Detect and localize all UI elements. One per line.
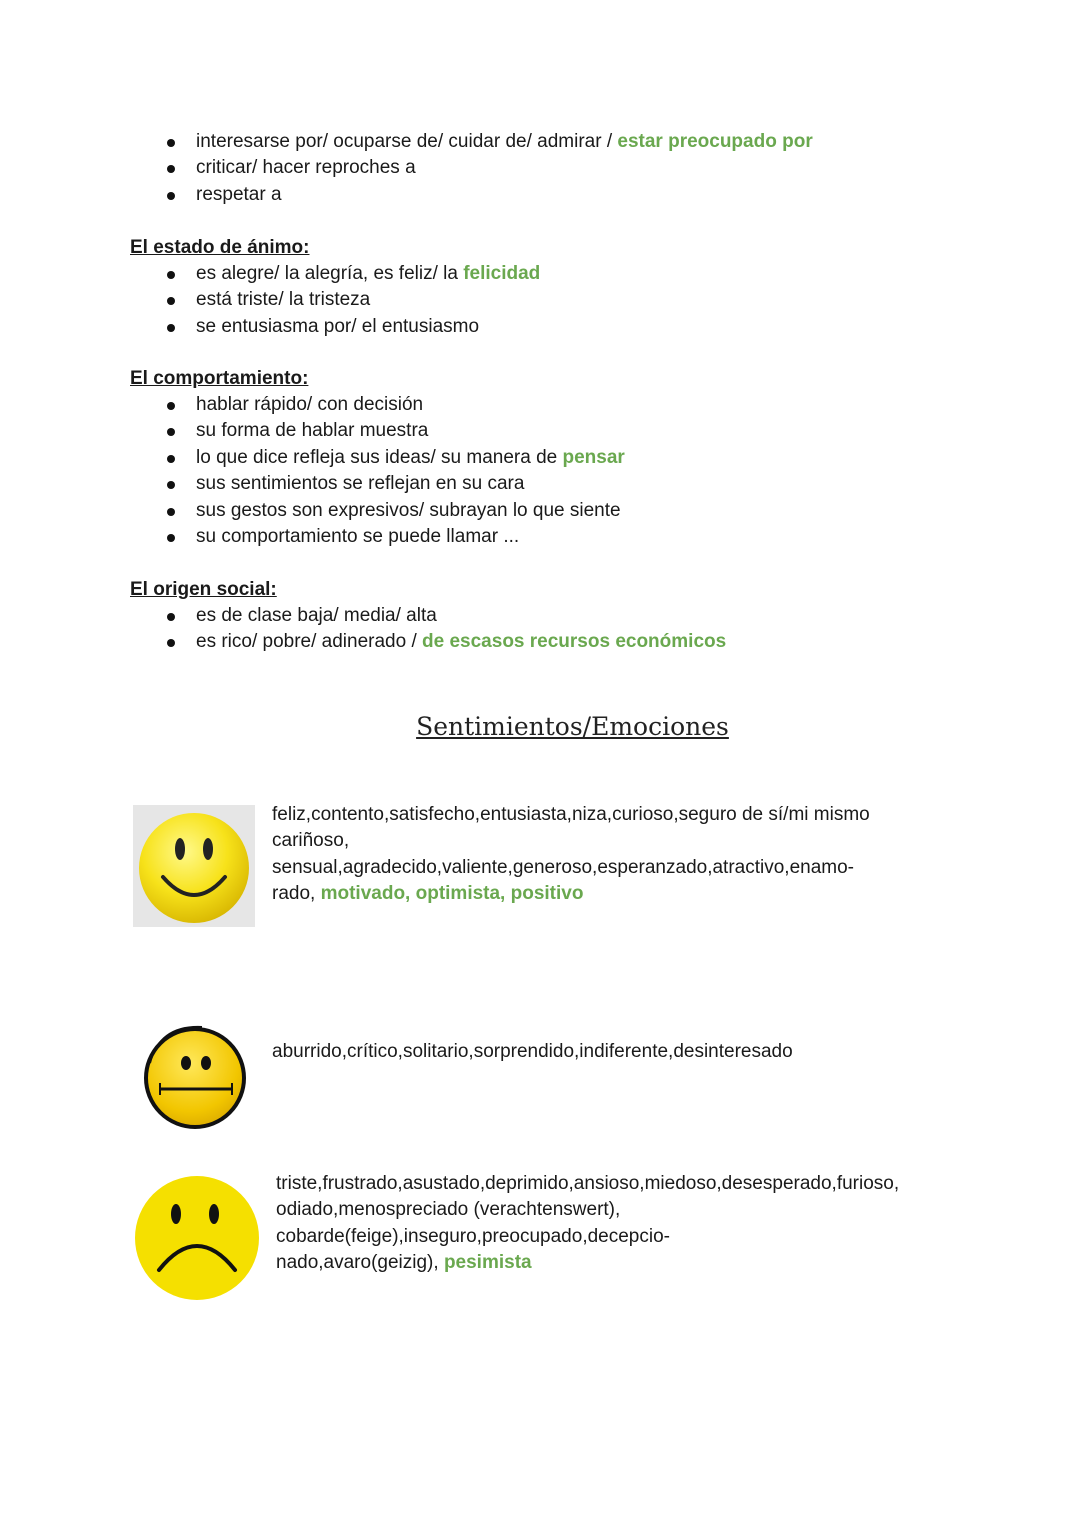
list-item: sus sentimientos se reflejan en su cara [130,471,625,497]
section-estado [130,235,540,340]
heading-comportamiento: El comportamiento: [130,368,309,389]
sad-face-icon [133,1174,261,1308]
list-item: es de clase baja/ media/ alta [130,603,726,629]
list-item: hablar rápido/ con decisión [130,392,625,418]
section-comportamiento [130,366,625,550]
list-item: su comportamiento se puede llamar ... [130,524,625,550]
heading-estado: El estado de ánimo: [130,237,310,258]
happy-emotions-text: feliz,contento,satisfecho,entusiasta,niza,curioso,seguro de sí/mi mismo cariñoso, sensual,agradecido,valiente,generoso,esperanzado,atractivo,enamo- rado, motivado, optimista, positivo [272,804,870,905]
list-item: es alegre/ la alegría, es feliz/ la felicidad [130,261,540,287]
neutral-emotions-text: aburrido,crítico,solitario,sorprendido,indiferente,desinteresado [272,1041,793,1062]
happy-face-icon [133,805,255,933]
neutral-face-icon [140,1023,250,1135]
sad-emotions-text: triste,frustrado,asustado,deprimido,ansioso,miedoso,desesperado,furioso, odiado,menospreciado (verachtenswert), cobarde(feige),inseguro,preocupado,decepcio- nado,avaro(geizig), pesimista [276,1173,900,1274]
section-origen [130,577,726,656]
heading-origen: El origen social: [130,579,277,600]
list-item: se entusiasma por/ el entusiasmo [130,314,540,340]
list-item: es rico/ pobre/ adinerado / de escasos recursos económicos [130,629,726,655]
list-item: está triste/ la tristeza [130,287,540,313]
list-top [130,129,813,208]
list-item: sus gestos son expresivos/ subrayan lo que siente [130,498,625,524]
section-title: Sentimientos/Emociones [416,712,729,741]
list-item: su forma de hablar muestra [130,418,625,444]
list-item: respetar a [130,182,813,208]
list-item: lo que dice refleja sus ideas/ su manera de pensar [130,445,625,471]
list-item: interesarse por/ ocuparse de/ cuidar de/ admirar / estar preocupado por [130,129,813,155]
list-item: criticar/ hacer reproches a [130,155,813,181]
